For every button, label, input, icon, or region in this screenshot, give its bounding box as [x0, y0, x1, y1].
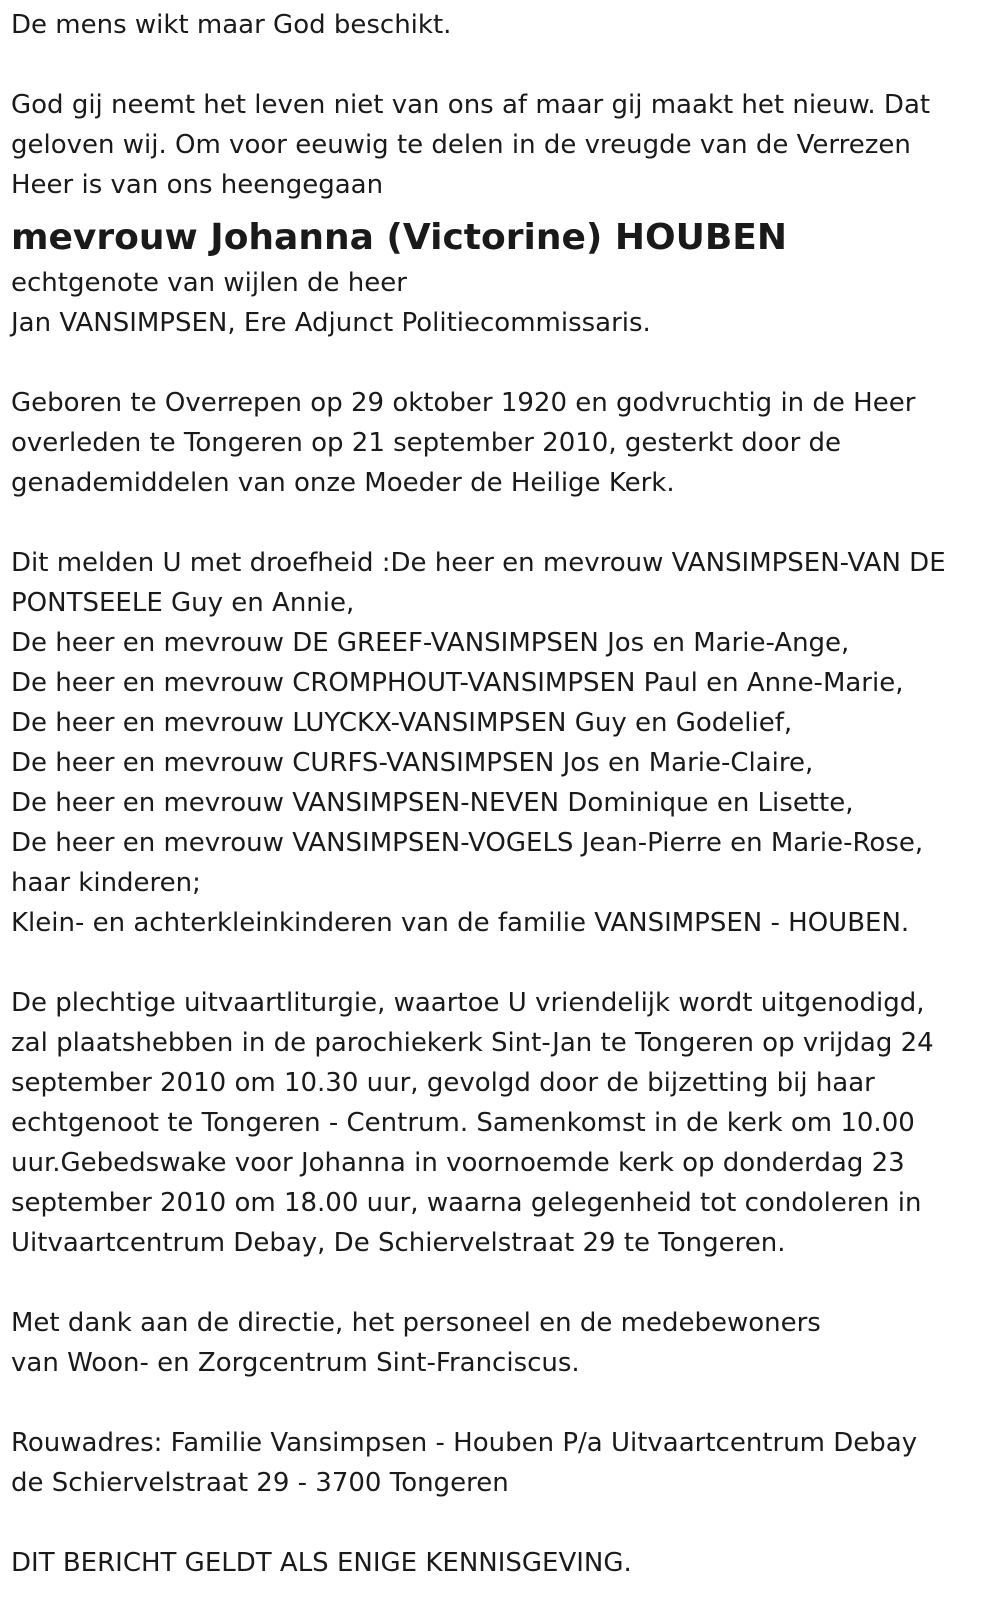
family-line: De heer en mevrouw VANSIMPSEN-NEVEN Dominique en Lisette, [11, 788, 854, 818]
birth-death-line: genademiddelen van onze Moeder de Heilige Kerk. [11, 468, 675, 498]
spouse-line: Jan VANSIMPSEN, Ere Adjunct Politiecommissaris. [11, 308, 651, 338]
closing-statement [11, 1543, 988, 1583]
family-line: De heer en mevrouw LUYCKX-VANSIMPSEN Guy en Godelief, [11, 708, 793, 738]
funeral-line: Uitvaartcentrum Debay, De Schiervelstraat 29 te Tongeren. [11, 1228, 786, 1258]
thanks-paragraph [11, 1303, 988, 1383]
motto-line: De mens wikt maar God beschikt. [11, 10, 452, 40]
spouse-paragraph [11, 263, 988, 343]
family-line: haar kinderen; [11, 868, 201, 898]
family-line: Dit melden U met droefheid :De heer en mevrouw VANSIMPSEN-VAN DE [11, 548, 946, 578]
intro-line: geloven wij. Om voor eeuwig te delen in de vreugde van de Verrezen [11, 130, 911, 160]
address-line: Rouwadres: Familie Vansimpsen - Houben P/a Uitvaartcentrum Debay [11, 1428, 918, 1458]
birth-death-line: Geboren te Overrepen op 29 oktober 1920 en godvruchtig in de Heer [11, 388, 916, 418]
spacer [11, 343, 988, 383]
deceased-name: mevrouw Johanna (Victorine) HOUBEN [11, 217, 787, 258]
family-line: Klein- en achterkleinkinderen van de familie VANSIMPSEN - HOUBEN. [11, 908, 910, 938]
family-line: De heer en mevrouw CURFS-VANSIMPSEN Jos en Marie-Claire, [11, 748, 814, 778]
family-line: PONTSEELE Guy en Annie, [11, 588, 355, 618]
intro-paragraph [11, 85, 988, 205]
motto [11, 5, 988, 45]
birth-death-line: overleden te Tongeren op 21 september 2010, gesterkt door de [11, 428, 842, 458]
spacer [11, 1383, 988, 1423]
family-line: De heer en mevrouw CROMPHOUT-VANSIMPSEN Paul en Anne-Marie, [11, 668, 904, 698]
spacer [11, 943, 988, 983]
funeral-line: uur.Gebedswake voor Johanna in voornoemde kerk op donderdag 23 [11, 1148, 905, 1178]
family-paragraph [11, 543, 988, 943]
address-paragraph [11, 1423, 988, 1503]
closing-line: DIT BERICHT GELDT ALS ENIGE KENNISGEVING. [11, 1548, 632, 1578]
birth-death-paragraph [11, 383, 988, 503]
funeral-line: september 2010 om 18.00 uur, waarna gelegenheid tot condoleren in [11, 1188, 922, 1218]
spacer [11, 1263, 988, 1303]
spacer [11, 1503, 988, 1543]
spacer [11, 503, 988, 543]
spouse-line: echtgenote van wijlen de heer [11, 268, 407, 298]
funeral-line: echtgenoot te Tongeren - Centrum. Samenkomst in de kerk om 10.00 [11, 1108, 915, 1138]
spacer [11, 45, 988, 85]
funeral-line: De plechtige uitvaartliturgie, waartoe U vriendelijk wordt uitgenodigd, [11, 988, 925, 1018]
address-line: de Schiervelstraat 29 - 3700 Tongeren [11, 1468, 509, 1498]
funeral-line: zal plaatshebben in de parochiekerk Sint-Jan te Tongeren op vrijdag 24 [11, 1028, 934, 1058]
family-line: De heer en mevrouw DE GREEF-VANSIMPSEN Jos en Marie-Ange, [11, 628, 850, 658]
funeral-line: september 2010 om 10.30 uur, gevolgd door de bijzetting bij haar [11, 1068, 875, 1098]
intro-line: Heer is van ons heengegaan [11, 170, 384, 200]
family-line: De heer en mevrouw VANSIMPSEN-VOGELS Jean-Pierre en Marie-Rose, [11, 828, 924, 858]
thanks-line: van Woon- en Zorgcentrum Sint-Franciscus. [11, 1348, 580, 1378]
thanks-line: Met dank aan de directie, het personeel en de medebewoners [11, 1308, 821, 1338]
funeral-paragraph [11, 983, 988, 1263]
intro-line: God gij neemt het leven niet van ons af maar gij maakt het nieuw. Dat [11, 90, 931, 120]
